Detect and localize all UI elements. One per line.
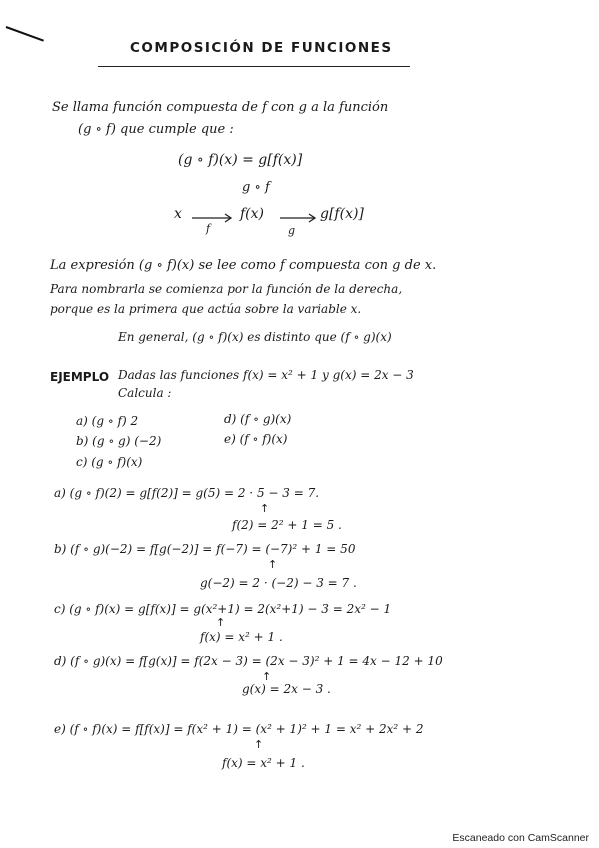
arrow-up-icon: ↑ [216, 616, 226, 629]
explanation-line-2: Para nombrarla se comienza por la función de la derecha, [50, 282, 403, 296]
intro-line-2: (g ∘ f) que cumple que : [78, 122, 234, 137]
diagram-composite-label: g ∘ f [242, 180, 270, 195]
diagram-label-f: f [206, 222, 211, 235]
scanner-watermark: Escaneado con CamScanner [452, 832, 589, 844]
page-title: COMPOSICIÓN DE FUNCIONES [130, 40, 393, 56]
example-heading: EJEMPLO [50, 370, 110, 384]
example-calcula: Calcula : [118, 386, 172, 400]
arrow-right-icon [278, 212, 318, 224]
diagram-x: x [174, 206, 182, 222]
explanation-line-3: porque es la primera que actúa sobre la variable x. [50, 302, 362, 316]
composition-diagram [170, 180, 410, 240]
solution-d-detail: g(x) = 2x − 3 . [242, 682, 331, 696]
title-underline [98, 66, 410, 67]
intro-line-1: Se llama función compuesta de f con g a la función [52, 100, 389, 115]
diagram-label-g: g [288, 224, 296, 237]
solution-a: a) (g ∘ f)(2) = g[f(2)] = g(5) = 2 · 5 − 3 = 7. [54, 486, 320, 500]
solution-c: c) (g ∘ f)(x) = g[f(x)] = g(x²+1) = 2(x²+1) − 3 = 2x² − 1 [54, 602, 392, 616]
arrow-up-icon: ↑ [268, 558, 278, 571]
definition-formula: (g ∘ f)(x) = g[f(x)] [178, 152, 303, 168]
solution-e-detail: f(x) = x² + 1 . [222, 756, 305, 770]
solution-e: e) (f ∘ f)(x) = f[f(x)] = f(x² + 1) = (x² + 1)² + 1 = x² + 2x² + 2 [54, 722, 424, 736]
arrow-right-icon [190, 212, 236, 224]
exercise-c: c) (g ∘ f)(x) [76, 455, 143, 469]
arrow-up-icon: ↑ [254, 738, 264, 751]
arrow-up-icon: ↑ [260, 502, 270, 515]
solution-a-detail: f(2) = 2² + 1 = 5 . [232, 518, 342, 532]
diagram-gfx: g[f(x)] [320, 206, 364, 222]
explanation-line-1: La expresión (g ∘ f)(x) se lee como f compuesta con g de x. [50, 258, 437, 273]
solution-b-detail: g(−2) = 2 · (−2) − 3 = 7 . [200, 576, 357, 590]
exercise-d: d) (f ∘ g)(x) [224, 412, 292, 426]
example-statement: Dadas las funciones f(x) = x² + 1 y g(x) = 2x − 3 [118, 368, 414, 382]
diagram-fx: f(x) [240, 206, 265, 222]
exercise-e: e) (f ∘ f)(x) [224, 432, 288, 446]
exercise-b: b) (g ∘ g) (−2) [76, 434, 162, 448]
arrow-up-icon: ↑ [262, 670, 272, 683]
explanation-line-4: En general, (g ∘ f)(x) es distinto que (f ∘ g)(x) [118, 330, 392, 344]
solution-c-detail: f(x) = x² + 1 . [200, 630, 283, 644]
exercise-a: a) (g ∘ f) 2 [76, 414, 139, 428]
pen-stroke-mark [6, 26, 44, 42]
solution-d: d) (f ∘ g)(x) = f[g(x)] = f(2x − 3) = (2x − 3)² + 1 = 4x − 12 + 10 [54, 654, 443, 668]
solution-b: b) (f ∘ g)(−2) = f[g(−2)] = f(−7) = (−7)² + 1 = 50 [54, 542, 356, 556]
